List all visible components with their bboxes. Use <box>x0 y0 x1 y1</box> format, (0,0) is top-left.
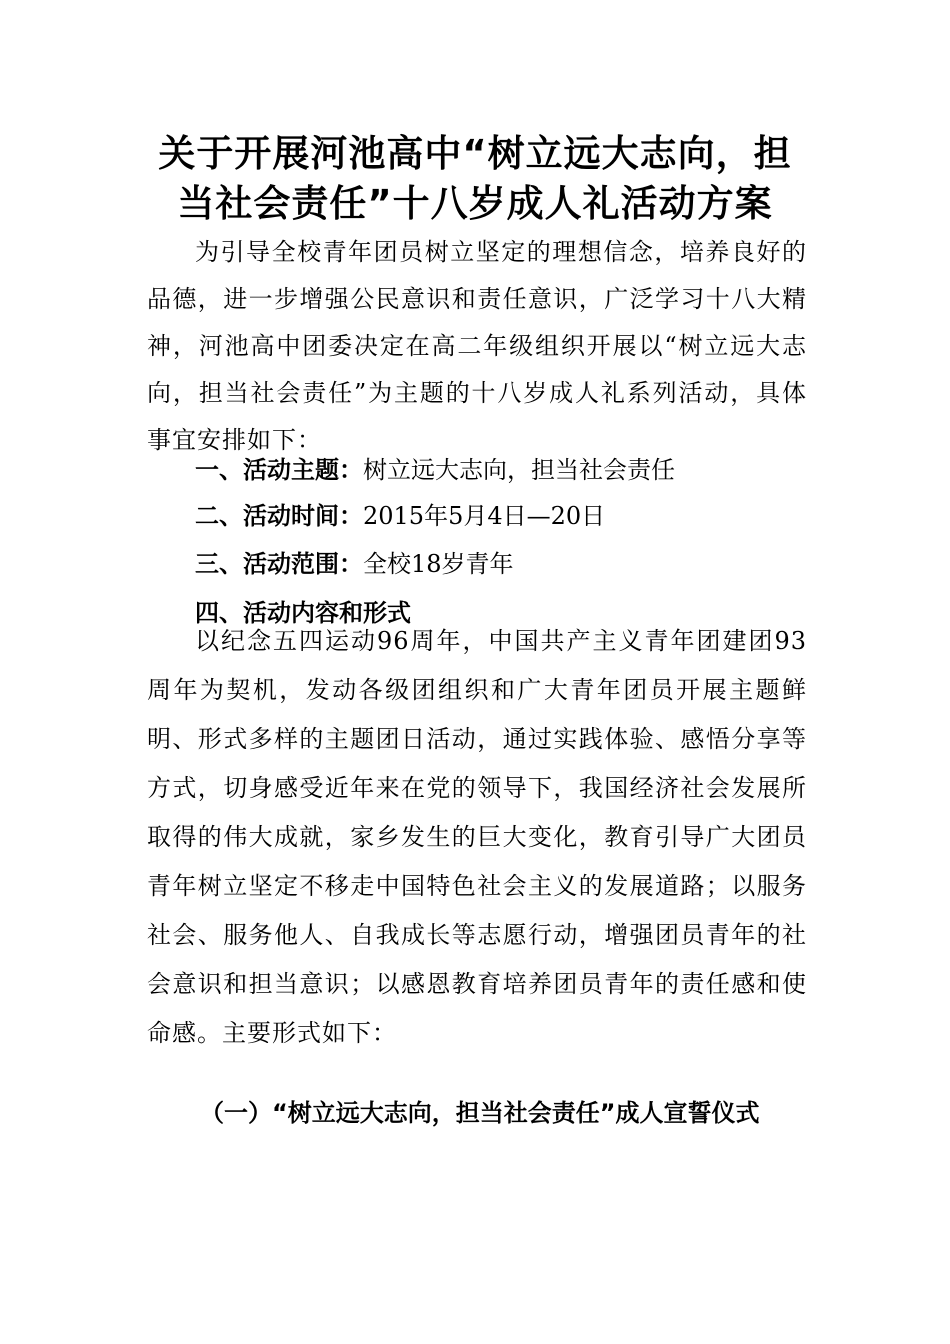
section-theme-label: 一、活动主题： <box>195 456 363 484</box>
section-theme-value: 树立远大志向，担当社会责任 <box>363 456 675 484</box>
subheading-ceremony: （一）“树立远大志向，担当社会责任”成人宣誓仪式 <box>200 1099 760 1127</box>
section-time-label: 二、活动时间： <box>195 502 363 530</box>
content-paragraph: 以纪念五四运动96周年，中国共产主义青年团建团93周年为契机，发动各级团组织和广大青年团员开展主题鲜明、形式多样的主题团日活动，通过实践体验、感悟分享等方式，切身感受近年来在党的领导下，我国经济社会发展所取得的伟大成就，家乡发生的巨大变化，教育引导广大团员青年树立坚定不移走中国特色社会主义的发展道路；以服务社会、服务他人、自我成长等志愿行动，增强团员青年的社会意识和担当意识；以感恩教育培养团员青年的责任感和使命感。主要形式如下： <box>147 627 807 1047</box>
section-content-label: 四、活动内容和形式 <box>195 599 411 627</box>
document-title-line-1: 关于开展河池高中“树立远大志向，担 <box>158 132 792 175</box>
section-theme <box>195 450 815 490</box>
section-scope-value: 全校18岁青年 <box>363 550 514 578</box>
section-scope-label: 三、活动范围： <box>195 550 363 578</box>
section-time-value: 2015年5月4日—20日 <box>363 502 606 530</box>
intro-paragraph: 为引导全校青年团员树立坚定的理想信念，培养良好的品德，进一步增强公民意识和责任意识，广泛学习十八大精神，河池高中团委决定在高二年级组织开展以“树立远大志向，担当社会责任”为主题的十八岁成人礼系列活动，具体事宜安排如下： <box>147 238 807 454</box>
section-scope <box>195 544 815 584</box>
document-title-line-2: 当社会责任”十八岁成人礼活动方案 <box>177 182 773 225</box>
section-time <box>195 496 815 536</box>
